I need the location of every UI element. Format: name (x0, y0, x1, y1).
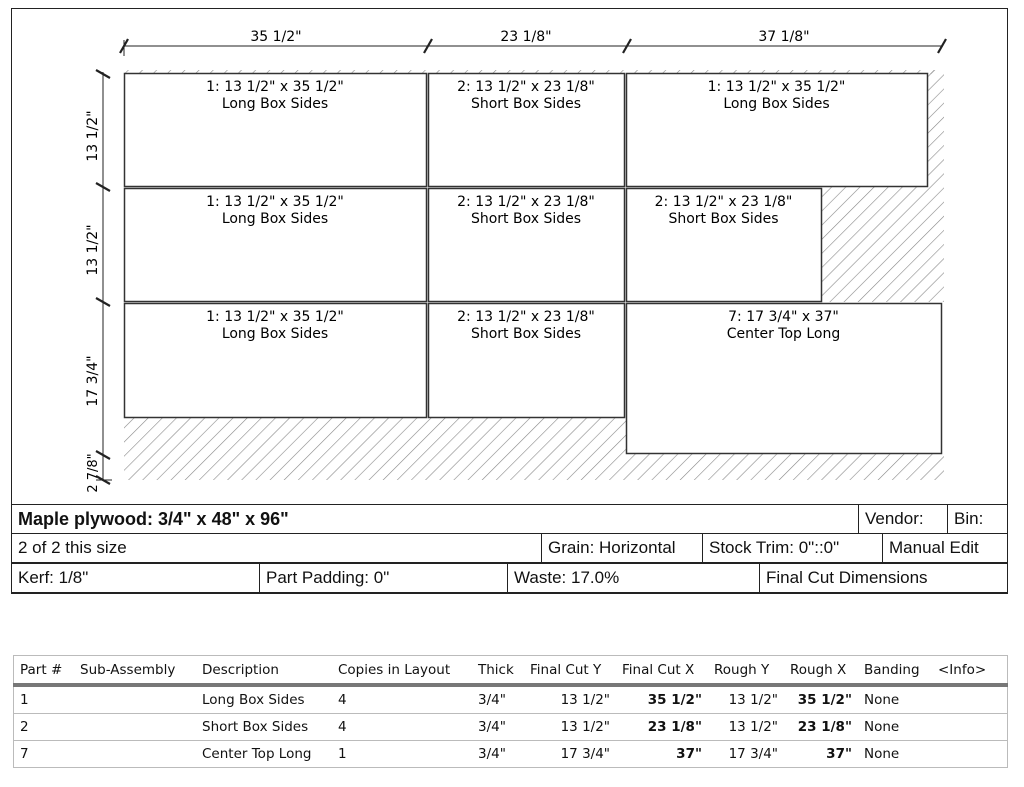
cell-sub (74, 685, 196, 714)
dim-label-left: 2 7/8" (86, 453, 101, 493)
cell-info (932, 714, 1008, 741)
column-header: Thick (472, 656, 524, 686)
dim-label-left: 13 1/2" (85, 110, 101, 162)
cell-fcx: 37" (616, 741, 708, 768)
part-dimension-label: 2: 13 1/2" x 23 1/8" (457, 79, 595, 95)
cell-fcx: 35 1/2" (616, 685, 708, 714)
material-label: Maple plywood: 3/4" x 48" x 96" (12, 505, 859, 534)
cell-sub (74, 714, 196, 741)
cell-part: 2 (14, 714, 75, 741)
part-name-label: Short Box Sides (470, 326, 582, 342)
cell-copies: 4 (332, 714, 472, 741)
cell-ry: 13 1/2" (708, 685, 784, 714)
part-dimension-label: 1: 13 1/2" x 35 1/2" (707, 79, 846, 95)
sheet-info-row-3 (11, 563, 1008, 593)
dim-label-top: 37 1/8" (758, 29, 810, 45)
grain-label: Grain: Horizontal (542, 534, 703, 563)
part-dimension-label: 1: 13 1/2" x 35 1/2" (206, 194, 344, 210)
column-header: Description (196, 656, 332, 686)
part-name-label: Short Box Sides (470, 96, 582, 112)
part-piece (627, 74, 928, 187)
part-piece (125, 74, 427, 187)
vendor-label: Vendor: (859, 505, 948, 534)
part-dimension-label: 2: 13 1/2" x 23 1/8" (654, 194, 793, 210)
part-name-label: Long Box Sides (221, 211, 329, 227)
part-piece (627, 189, 822, 302)
column-header: Rough X (784, 656, 858, 686)
dim-label-top: 35 1/2" (250, 29, 302, 45)
parts-table-header (14, 656, 1008, 686)
cell-rx: 23 1/8" (784, 714, 858, 741)
cell-fcy: 13 1/2" (524, 714, 616, 741)
dim-label-left: 17 3/4" (85, 355, 101, 407)
top-dimension-line (120, 29, 946, 56)
cell-rx: 35 1/2" (784, 685, 858, 714)
column-header: Sub-Assembly (74, 656, 196, 686)
part-dimension-label: 7: 17 3/4" x 37" (728, 309, 839, 325)
part-piece (429, 304, 625, 418)
cell-fcy: 13 1/2" (524, 685, 616, 714)
cell-ry: 17 3/4" (708, 741, 784, 768)
table-row (14, 714, 1008, 741)
cell-thick: 3/4" (472, 685, 524, 714)
part-dimension-label: 2: 13 1/2" x 23 1/8" (457, 309, 595, 325)
table-row (14, 741, 1008, 768)
cell-sub (74, 741, 196, 768)
column-header: Banding (858, 656, 932, 686)
part-name-label: Long Box Sides (723, 96, 830, 112)
part-piece (125, 189, 427, 302)
cell-desc: Short Box Sides (196, 714, 332, 741)
cell-fcy: 17 3/4" (524, 741, 616, 768)
cell-desc: Center Top Long (196, 741, 332, 768)
sheet-info-row-1 (11, 504, 1008, 534)
cell-thick: 3/4" (472, 741, 524, 768)
part-piece (125, 304, 427, 418)
cell-copies: 1 (332, 741, 472, 768)
cell-info (932, 685, 1008, 714)
sheet-count-label: 2 of 2 this size (12, 534, 542, 563)
cell-banding: None (858, 685, 932, 714)
sheet-info-row-2 (11, 533, 1008, 563)
column-header: Rough Y (708, 656, 784, 686)
waste-area-bottom-right (628, 453, 944, 480)
final-cut-label: Final Cut Dimensions (760, 564, 1008, 593)
part-piece (627, 304, 942, 454)
cell-banding: None (858, 714, 932, 741)
part-padding-label: Part Padding: 0" (260, 564, 508, 593)
cell-desc: Long Box Sides (196, 685, 332, 714)
part-name-label: Short Box Sides (470, 211, 582, 227)
waste-area-bottom-left (124, 417, 628, 480)
part-name-label: Long Box Sides (221, 96, 329, 112)
dim-label-top: 23 1/8" (500, 29, 552, 45)
cell-copies: 4 (332, 685, 472, 714)
column-header: Part # (14, 656, 75, 686)
stock-trim-label: Stock Trim: 0"::0" (703, 534, 883, 563)
cell-info (932, 741, 1008, 768)
kerf-label: Kerf: 1/8" (12, 564, 260, 593)
part-dimension-label: 1: 13 1/2" x 35 1/2" (206, 309, 344, 325)
cell-part: 1 (14, 685, 75, 714)
column-header: <Info> (932, 656, 1008, 686)
column-header: Final Cut X (616, 656, 708, 686)
dim-label-left: 13 1/2" (85, 224, 101, 276)
waste-label: Waste: 17.0% (508, 564, 760, 593)
part-piece (429, 189, 625, 302)
left-dimension-line (85, 70, 112, 493)
manual-edit-label: Manual Edit (883, 534, 1008, 563)
parts-table (13, 655, 1008, 768)
waste-strip-right (926, 70, 944, 187)
bin-label: Bin: (948, 505, 1008, 534)
cell-ry: 13 1/2" (708, 714, 784, 741)
cell-rx: 37" (784, 741, 858, 768)
cell-fcx: 23 1/8" (616, 714, 708, 741)
column-header: Final Cut Y (524, 656, 616, 686)
table-row (14, 685, 1008, 714)
part-name-label: Short Box Sides (668, 211, 779, 227)
part-dimension-label: 1: 13 1/2" x 35 1/2" (206, 79, 344, 95)
part-piece (429, 74, 625, 187)
part-name-label: Center Top Long (726, 326, 841, 342)
cell-part: 7 (14, 741, 75, 768)
cell-thick: 3/4" (472, 714, 524, 741)
part-name-label: Long Box Sides (221, 326, 329, 342)
waste-area-mid-right (820, 187, 944, 302)
part-dimension-label: 2: 13 1/2" x 23 1/8" (457, 194, 595, 210)
cell-banding: None (858, 741, 932, 768)
column-header: Copies in Layout (332, 656, 472, 686)
